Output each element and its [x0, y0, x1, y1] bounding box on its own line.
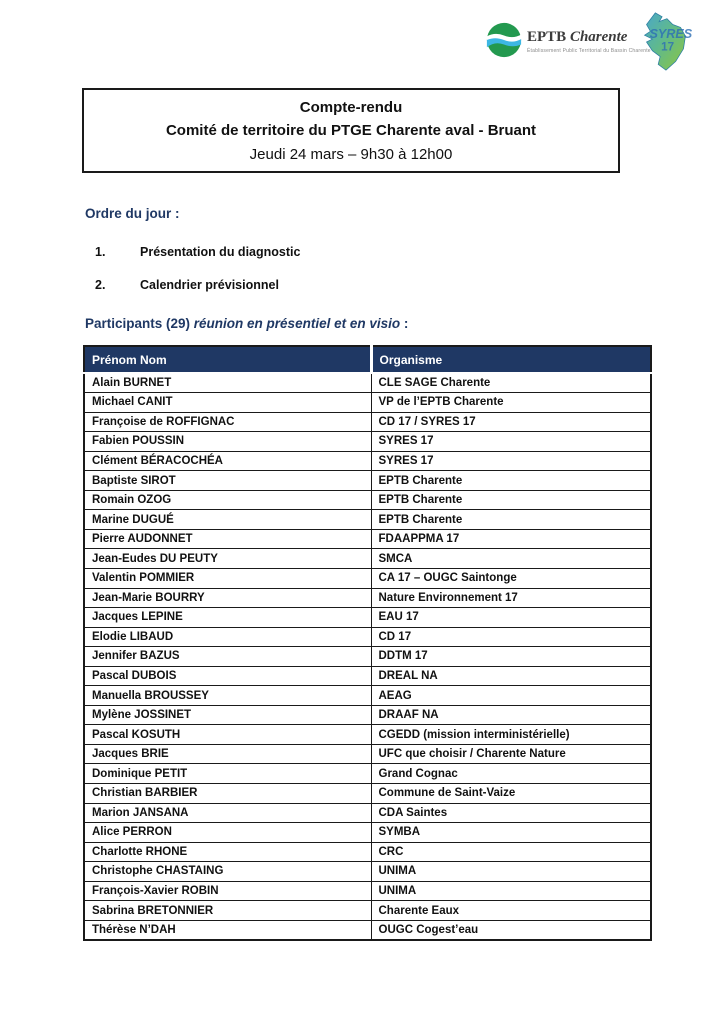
participant-name: Christian BARBIER — [84, 783, 371, 803]
participant-name: Elodie LIBAUD — [84, 627, 371, 647]
column-header-organisme: Organisme — [371, 346, 651, 373]
table-row — [84, 901, 651, 921]
participant-name: Manuella BROUSSEY — [84, 686, 371, 706]
participant-name: Jacques LEPINE — [84, 608, 371, 628]
document-date: Jeudi 24 mars – 9h30 à 12h00 — [249, 145, 453, 163]
participant-name: Michael CANIT — [84, 393, 371, 413]
participant-name: Françoise de ROFFIGNAC — [84, 412, 371, 432]
participant-name: Alain BURNET — [84, 373, 371, 393]
participant-name: Jean-Marie BOURRY — [84, 588, 371, 608]
participant-organisme: EPTB Charente — [371, 490, 651, 510]
participants-table — [83, 345, 652, 941]
participant-organisme: SYRES 17 — [371, 451, 651, 471]
table-row — [84, 549, 651, 569]
table-row — [84, 862, 651, 882]
table-row — [84, 608, 651, 628]
table-row — [84, 588, 651, 608]
table-row — [84, 764, 651, 784]
column-header-name: Prénom Nom — [84, 346, 371, 373]
participant-organisme: Nature Environnement 17 — [371, 588, 651, 608]
participants-table-body — [84, 373, 651, 940]
svg-text:17: 17 — [661, 40, 675, 54]
participant-organisme: EPTB Charente — [371, 471, 651, 491]
participant-name: Pascal DUBOIS — [84, 666, 371, 686]
title-box — [82, 88, 620, 173]
table-row — [84, 666, 651, 686]
participant-organisme: DRAAF NA — [371, 705, 651, 725]
agenda-item-number: 1. — [95, 245, 106, 259]
syres17-map-icon — [626, 8, 704, 81]
table-row — [84, 842, 651, 862]
participant-name: Jean-Eudes DU PEUTY — [84, 549, 371, 569]
table-row — [84, 568, 651, 588]
participant-name: Marion JANSANA — [84, 803, 371, 823]
participant-organisme: SMCA — [371, 549, 651, 569]
participant-organisme: Grand Cognac — [371, 764, 651, 784]
participant-name: Mylène JOSSINET — [84, 705, 371, 725]
participant-name: Romain OZOG — [84, 490, 371, 510]
table-row — [84, 725, 651, 745]
participant-name: Alice PERRON — [84, 823, 371, 843]
participants-colon: : — [400, 316, 409, 331]
table-row — [84, 471, 651, 491]
agenda-item — [95, 276, 495, 294]
participant-organisme: FDAAPPMA 17 — [371, 529, 651, 549]
participant-name: Thérèse N’DAH — [84, 920, 371, 940]
table-row — [84, 881, 651, 901]
participant-organisme: CLE SAGE Charente — [371, 373, 651, 393]
table-row — [84, 647, 651, 667]
participant-organisme: UNIMA — [371, 881, 651, 901]
eptb-globe-wave-icon — [486, 22, 522, 63]
table-row — [84, 744, 651, 764]
participant-name: Dominique PETIT — [84, 764, 371, 784]
participant-name: Fabien POUSSIN — [84, 432, 371, 452]
document-subtitle: Comité de territoire du PTGE Charente aval - Bruant — [165, 122, 537, 139]
participant-name: Marine DUGUÉ — [84, 510, 371, 530]
participant-name: François-Xavier ROBIN — [84, 881, 371, 901]
participant-organisme: Charente Eaux — [371, 901, 651, 921]
participant-organisme: CDA Saintes — [371, 803, 651, 823]
participant-organisme: EAU 17 — [371, 608, 651, 628]
participant-organisme: DREAL NA — [371, 666, 651, 686]
participant-organisme: CGEDD (mission interministérielle) — [371, 725, 651, 745]
table-row — [84, 783, 651, 803]
table-row — [84, 823, 651, 843]
table-row — [84, 627, 651, 647]
participant-organisme: CA 17 – OUGC Saintonge — [371, 568, 651, 588]
participant-name: Christophe CHASTAING — [84, 862, 371, 882]
document-title: Compte-rendu — [299, 98, 403, 116]
agenda-heading: Ordre du jour : — [85, 206, 180, 221]
table-row — [84, 529, 651, 549]
table-row — [84, 705, 651, 725]
agenda-item-label: Présentation du diagnostic — [140, 245, 301, 259]
participant-name: Jennifer BAZUS — [84, 647, 371, 667]
participant-organisme: SYRES 17 — [371, 432, 651, 452]
participant-name: Baptiste SIROT — [84, 471, 371, 491]
participant-organisme: OUGC Cogest’eau — [371, 920, 651, 940]
participant-name: Sabrina BRETONNIER — [84, 901, 371, 921]
participant-name: Jacques BRIE — [84, 744, 371, 764]
participant-name: Pierre AUDONNET — [84, 529, 371, 549]
participant-organisme: SYMBA — [371, 823, 651, 843]
participants-count: Participants (29) — [85, 316, 194, 331]
table-row — [84, 373, 651, 393]
agenda-item — [95, 243, 495, 261]
participants-mode: réunion en présentiel et en visio — [193, 316, 401, 331]
participant-organisme: UNIMA — [371, 862, 651, 882]
table-row — [84, 412, 651, 432]
participant-name: Clément BÉRACOCHÉA — [84, 451, 371, 471]
table-row — [84, 490, 651, 510]
agenda-item-number: 2. — [95, 278, 106, 292]
table-row — [84, 510, 651, 530]
participant-name: Pascal KOSUTH — [84, 725, 371, 745]
participant-organisme: EPTB Charente — [371, 510, 651, 530]
participant-organisme: AEAG — [371, 686, 651, 706]
participant-organisme: VP de l’EPTB Charente — [371, 393, 651, 413]
agenda-item-label: Calendrier prévisionnel — [140, 278, 279, 292]
table-row — [84, 920, 651, 940]
participant-organisme: Commune de Saint-Vaize — [371, 783, 651, 803]
participant-organisme: DDTM 17 — [371, 647, 651, 667]
table-row — [84, 803, 651, 823]
participant-organisme: CD 17 / SYRES 17 — [371, 412, 651, 432]
participant-organisme: CRC — [371, 842, 651, 862]
participant-organisme: UFC que choisir / Charente Nature — [371, 744, 651, 764]
eptb-logo-name: EPTB Charente — [527, 29, 628, 45]
table-row — [84, 451, 651, 471]
participant-name: Charlotte RHONE — [84, 842, 371, 862]
table-header-row — [84, 346, 651, 373]
eptb-logo-tagline: Établissement Public Territorial du Bassin Charente — [527, 48, 651, 54]
table-row — [84, 393, 651, 413]
participant-name: Valentin POMMIER — [84, 568, 371, 588]
table-row — [84, 432, 651, 452]
svg-text:SYRES: SYRES — [649, 27, 693, 42]
table-row — [84, 686, 651, 706]
participant-organisme: CD 17 — [371, 627, 651, 647]
participants-heading — [85, 316, 408, 331]
